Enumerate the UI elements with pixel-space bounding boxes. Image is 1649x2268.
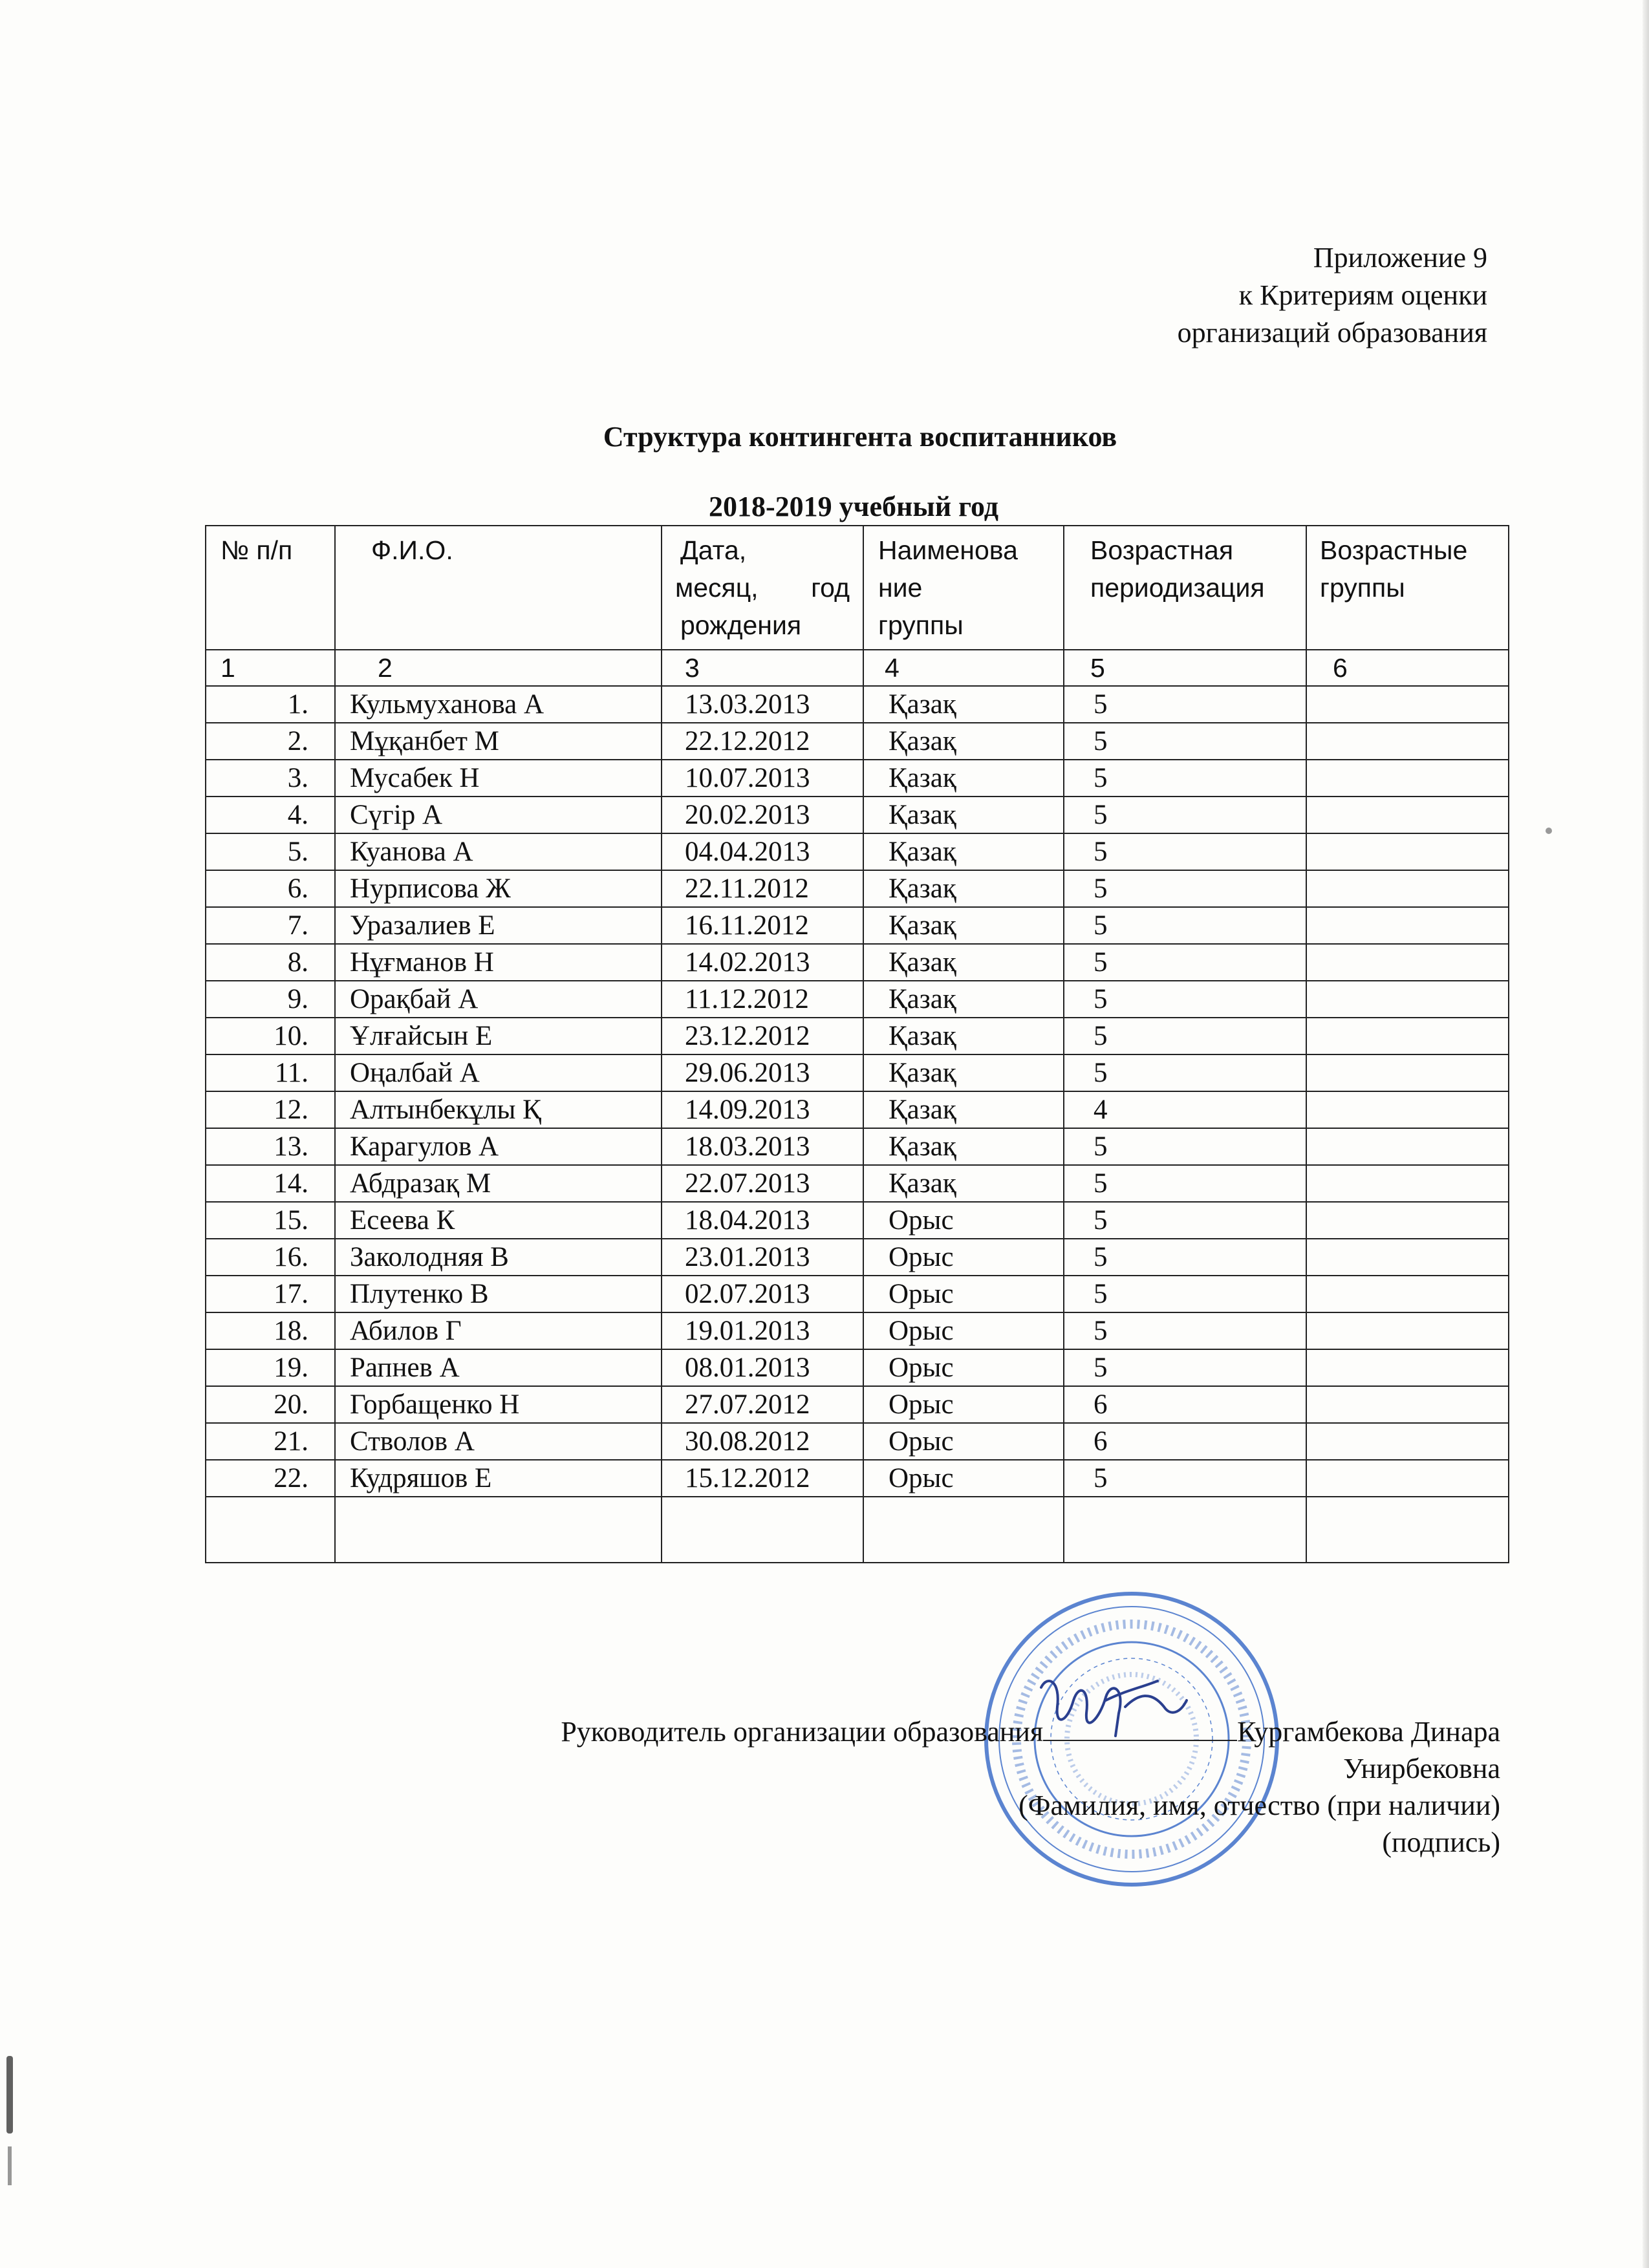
appendix-line: Приложение 9 xyxy=(1313,242,1487,273)
academic-year: 2018-2019 учебный год xyxy=(709,491,998,522)
table-cell xyxy=(1064,1497,1306,1563)
header-age-period xyxy=(1064,526,1306,650)
age-period: 5 xyxy=(1064,1054,1306,1091)
pupil-name: Есеева К xyxy=(335,1202,662,1239)
row-number: 7. xyxy=(206,907,335,944)
age-period: 6 xyxy=(1064,1386,1306,1423)
age-group xyxy=(1306,1460,1509,1497)
row-number: 8. xyxy=(206,944,335,981)
age-period: 5 xyxy=(1064,1349,1306,1386)
birth-date: 27.07.2012 xyxy=(662,1386,863,1423)
age-period: 6 xyxy=(1064,1423,1306,1460)
age-period: 5 xyxy=(1064,797,1306,833)
table-row xyxy=(206,1386,1509,1423)
table-row xyxy=(206,760,1509,797)
pupil-name: Сүгір А xyxy=(335,797,662,833)
age-period: 4 xyxy=(1064,1091,1306,1128)
column-number: 1 xyxy=(206,650,335,686)
age-period: 5 xyxy=(1064,1018,1306,1054)
row-number: 6. xyxy=(206,870,335,907)
group-name: Қазақ xyxy=(863,981,1064,1018)
row-number: 4. xyxy=(206,797,335,833)
age-period: 5 xyxy=(1064,981,1306,1018)
age-period: 5 xyxy=(1064,686,1306,723)
age-group xyxy=(1306,1276,1509,1312)
table-cell xyxy=(206,1497,335,1563)
age-period: 5 xyxy=(1064,1276,1306,1312)
group-name: Қазақ xyxy=(863,723,1064,760)
row-number: 13. xyxy=(206,1128,335,1165)
birth-date: 30.08.2012 xyxy=(662,1423,863,1460)
table-row xyxy=(206,1349,1509,1386)
pupil-name: Плутенко В xyxy=(335,1276,662,1312)
group-name: Қазақ xyxy=(863,1018,1064,1054)
age-group xyxy=(1306,833,1509,870)
group-name: Қазақ xyxy=(863,833,1064,870)
table-row xyxy=(206,1165,1509,1202)
group-name: Қазақ xyxy=(863,1128,1064,1165)
column-number: 3 xyxy=(662,650,863,686)
scan-speck xyxy=(1546,828,1552,834)
table-row xyxy=(206,1423,1509,1460)
header-text: группы xyxy=(1320,573,1405,603)
column-number-row xyxy=(206,650,1509,686)
row-number: 12. xyxy=(206,1091,335,1128)
header-text: рождения xyxy=(680,610,802,640)
header-name: Ф.И.О. xyxy=(335,526,662,650)
table-row xyxy=(206,1239,1509,1276)
pupil-name: Оңалбай А xyxy=(335,1054,662,1091)
appendix-note xyxy=(1178,239,1487,352)
group-name: Орыс xyxy=(863,1239,1064,1276)
table-row xyxy=(206,1460,1509,1497)
pupil-name: Кульмуханова А xyxy=(335,686,662,723)
row-number: 20. xyxy=(206,1386,335,1423)
age-period: 5 xyxy=(1064,1202,1306,1239)
age-group xyxy=(1306,1423,1509,1460)
row-number: 10. xyxy=(206,1018,335,1054)
group-name: Қазақ xyxy=(863,1165,1064,1202)
signature-underline xyxy=(1043,1714,1237,1741)
age-period: 5 xyxy=(1064,870,1306,907)
pupil-name: Ұлғайсын Е xyxy=(335,1018,662,1054)
group-name: Орыс xyxy=(863,1386,1064,1423)
column-number: 6 xyxy=(1306,650,1509,686)
age-group xyxy=(1306,1349,1509,1386)
table-row xyxy=(206,1276,1509,1312)
pupil-name: Орақбай А xyxy=(335,981,662,1018)
pupil-name: Мусабек Н xyxy=(335,760,662,797)
pupil-name: Куанова А xyxy=(335,833,662,870)
birth-date: 18.03.2013 xyxy=(662,1128,863,1165)
scan-artifact xyxy=(8,2146,12,2185)
pupil-name: Абилов Г xyxy=(335,1312,662,1349)
scan-artifact xyxy=(6,2056,13,2134)
table-cell xyxy=(662,1497,863,1563)
row-number: 3. xyxy=(206,760,335,797)
header-text: Наименова xyxy=(878,535,1018,565)
table-row xyxy=(206,870,1509,907)
birth-date: 19.01.2013 xyxy=(662,1312,863,1349)
row-number: 21. xyxy=(206,1423,335,1460)
birth-date: 08.01.2013 xyxy=(662,1349,863,1386)
pupils-table xyxy=(205,525,1509,1563)
group-name: Қазақ xyxy=(863,797,1064,833)
header-group-name xyxy=(863,526,1064,650)
age-group xyxy=(1306,1128,1509,1165)
row-number: 22. xyxy=(206,1460,335,1497)
empty-row xyxy=(206,1497,1509,1563)
birth-date: 14.09.2013 xyxy=(662,1091,863,1128)
age-period: 5 xyxy=(1064,944,1306,981)
table-cell xyxy=(1306,1497,1509,1563)
table-row xyxy=(206,797,1509,833)
pupil-name: Горбащенко Н xyxy=(335,1386,662,1423)
age-group xyxy=(1306,760,1509,797)
birth-date: 29.06.2013 xyxy=(662,1054,863,1091)
pupil-name: Кудряшов Е xyxy=(335,1460,662,1497)
table-cell xyxy=(863,1497,1064,1563)
age-group xyxy=(1306,1054,1509,1091)
birth-date: 10.07.2013 xyxy=(662,760,863,797)
row-number: 14. xyxy=(206,1165,335,1202)
header-birthdate xyxy=(662,526,863,650)
appendix-line: организаций образования xyxy=(1177,317,1487,348)
row-number: 9. xyxy=(206,981,335,1018)
pupil-name: Заколодняя В xyxy=(335,1239,662,1276)
pupil-name: Стволов А xyxy=(335,1423,662,1460)
table-row xyxy=(206,1018,1509,1054)
row-number: 15. xyxy=(206,1202,335,1239)
age-group xyxy=(1306,686,1509,723)
group-name: Қазақ xyxy=(863,760,1064,797)
table-row xyxy=(206,1202,1509,1239)
birth-date: 16.11.2012 xyxy=(662,907,863,944)
column-number: 2 xyxy=(335,650,662,686)
column-number: 5 xyxy=(1064,650,1306,686)
age-group xyxy=(1306,723,1509,760)
age-group xyxy=(1306,797,1509,833)
age-period: 5 xyxy=(1064,1460,1306,1497)
director-role: Руководитель организации образования xyxy=(561,1716,1044,1748)
pupil-name: Карагулов А xyxy=(335,1128,662,1165)
age-period: 5 xyxy=(1064,907,1306,944)
signature-block xyxy=(561,1713,1500,1861)
table-row xyxy=(206,907,1509,944)
appendix-line: к Критериям оценки xyxy=(1238,279,1487,311)
birth-date: 22.12.2012 xyxy=(662,723,863,760)
table-row xyxy=(206,686,1509,723)
column-number: 4 xyxy=(863,650,1064,686)
age-group xyxy=(1306,1202,1509,1239)
age-period: 5 xyxy=(1064,833,1306,870)
pupil-name: Рапнев А xyxy=(335,1349,662,1386)
row-number: 19. xyxy=(206,1349,335,1386)
age-period: 5 xyxy=(1064,1165,1306,1202)
birth-date: 04.04.2013 xyxy=(662,833,863,870)
pupil-name: Нурписова Ж xyxy=(335,870,662,907)
pupil-name: Уразалиев Е xyxy=(335,907,662,944)
header-text: месяц, год xyxy=(675,573,850,603)
pupil-name: Нұғманов Н xyxy=(335,944,662,981)
age-period: 5 xyxy=(1064,723,1306,760)
group-name: Орыс xyxy=(863,1349,1064,1386)
age-group xyxy=(1306,907,1509,944)
birth-date: 02.07.2013 xyxy=(662,1276,863,1312)
table-row xyxy=(206,944,1509,981)
header-text: Дата, xyxy=(680,535,747,565)
pupil-name: Абдразақ М xyxy=(335,1165,662,1202)
group-name: Орыс xyxy=(863,1202,1064,1239)
row-number: 11. xyxy=(206,1054,335,1091)
group-name: Қазақ xyxy=(863,907,1064,944)
row-number: 5. xyxy=(206,833,335,870)
group-name: Орыс xyxy=(863,1423,1064,1460)
group-name: Қазақ xyxy=(863,686,1064,723)
table-row xyxy=(206,1312,1509,1349)
birth-date: 11.12.2012 xyxy=(662,981,863,1018)
birth-date: 13.03.2013 xyxy=(662,686,863,723)
age-group xyxy=(1306,1018,1509,1054)
birth-date: 14.02.2013 xyxy=(662,944,863,981)
table-row xyxy=(206,723,1509,760)
header-index: № п/п xyxy=(206,526,335,650)
pupil-name: Алтынбекұлы Қ xyxy=(335,1091,662,1128)
age-group xyxy=(1306,870,1509,907)
document-title: Структура контингента воспитанников xyxy=(603,421,1117,453)
table-row xyxy=(206,981,1509,1018)
age-period: 5 xyxy=(1064,1128,1306,1165)
age-group xyxy=(1306,1386,1509,1423)
birth-date: 22.11.2012 xyxy=(662,870,863,907)
header-text: Возрастная xyxy=(1090,535,1234,565)
age-period: 5 xyxy=(1064,1312,1306,1349)
row-number: 1. xyxy=(206,686,335,723)
director-patronymic: Унирбековна xyxy=(1343,1753,1500,1784)
header-text: группы xyxy=(878,610,964,640)
table-body xyxy=(206,686,1509,1497)
age-group xyxy=(1306,1165,1509,1202)
group-name: Орыс xyxy=(863,1276,1064,1312)
group-name: Орыс xyxy=(863,1460,1064,1497)
row-number: 16. xyxy=(206,1239,335,1276)
birth-date: 23.12.2012 xyxy=(662,1018,863,1054)
table-row xyxy=(206,1128,1509,1165)
table-row xyxy=(206,1091,1509,1128)
header-text: Возрастные xyxy=(1320,535,1468,565)
table-row xyxy=(206,833,1509,870)
group-name: Қазақ xyxy=(863,1091,1064,1128)
group-name: Қазақ xyxy=(863,870,1064,907)
director-name: Кургамбекова Динара xyxy=(1237,1716,1500,1748)
header-age-groups xyxy=(1306,526,1509,650)
birth-date: 18.04.2013 xyxy=(662,1202,863,1239)
name-caption: (Фамилия, имя, отчество (при наличии) xyxy=(1018,1790,1500,1821)
age-group xyxy=(1306,944,1509,981)
group-name: Қазақ xyxy=(863,1054,1064,1091)
row-number: 2. xyxy=(206,723,335,760)
birth-date: 22.07.2013 xyxy=(662,1165,863,1202)
age-group xyxy=(1306,1239,1509,1276)
birth-date: 20.02.2013 xyxy=(662,797,863,833)
row-number: 17. xyxy=(206,1276,335,1312)
signature-line xyxy=(561,1713,1500,1750)
header-text: ние xyxy=(878,573,923,603)
age-period: 5 xyxy=(1064,760,1306,797)
age-group xyxy=(1306,1312,1509,1349)
age-period: 5 xyxy=(1064,1239,1306,1276)
age-group xyxy=(1306,981,1509,1018)
page-edge-shadow xyxy=(1643,0,1649,2268)
table-cell xyxy=(335,1497,662,1563)
pupil-name: Мұқанбет М xyxy=(335,723,662,760)
signature-caption: (подпись) xyxy=(1382,1826,1500,1858)
header-text: периодизация xyxy=(1090,573,1265,603)
birth-date: 15.12.2012 xyxy=(662,1460,863,1497)
table-header-row xyxy=(206,526,1509,650)
age-group xyxy=(1306,1091,1509,1128)
group-name: Қазақ xyxy=(863,944,1064,981)
birth-date: 23.01.2013 xyxy=(662,1239,863,1276)
group-name: Орыс xyxy=(863,1312,1064,1349)
row-number: 18. xyxy=(206,1312,335,1349)
table-row xyxy=(206,1054,1509,1091)
